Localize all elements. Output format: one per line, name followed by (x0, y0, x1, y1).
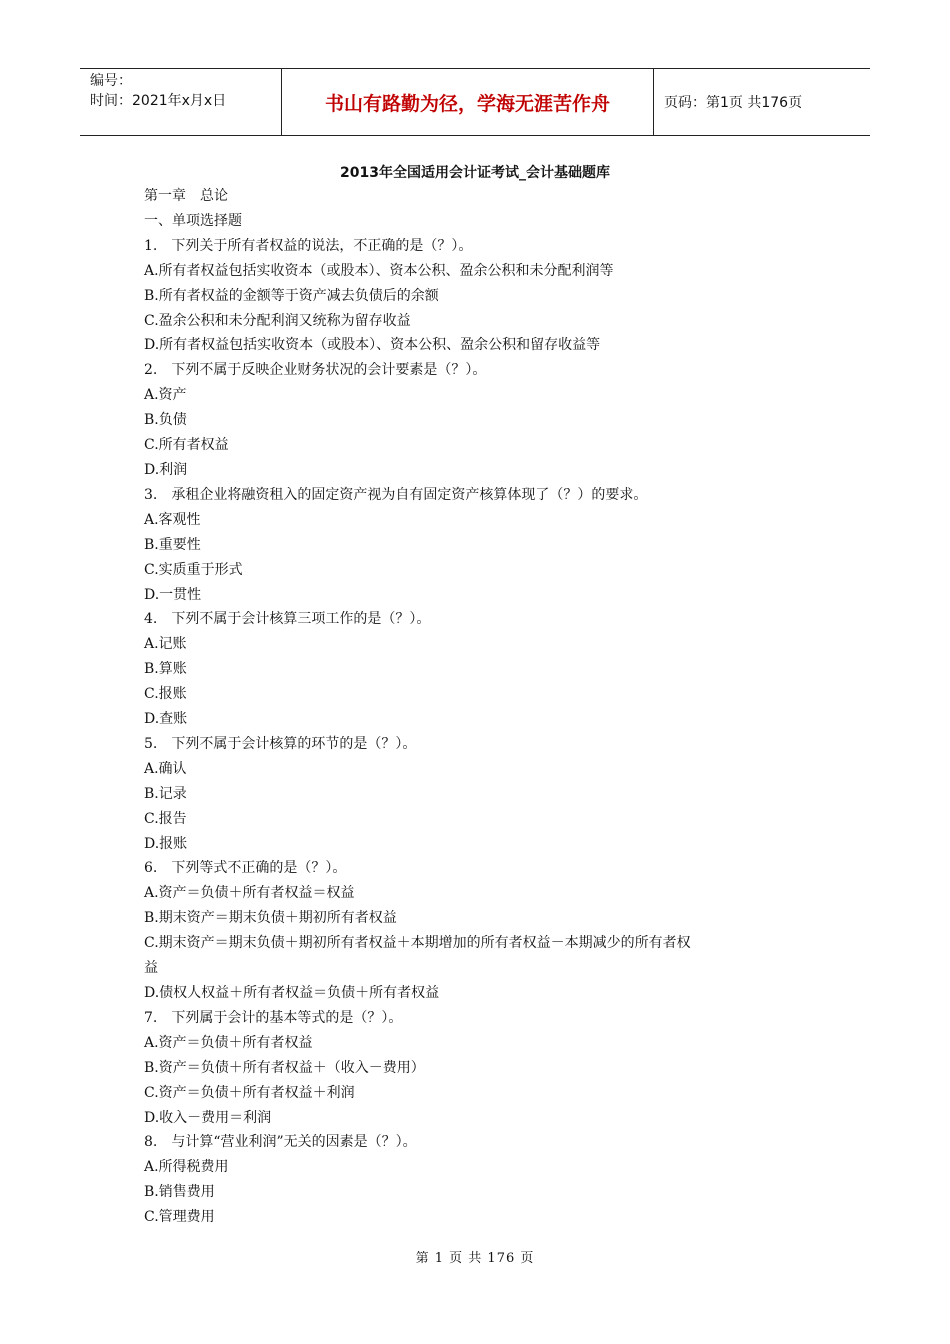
document-title: 2013年全国适用会计证考试_会计基础题库 (340, 165, 610, 181)
document-line: B.销售费用 (144, 1184, 215, 1201)
document-time-label: 时间：2021年x月x日 (90, 93, 227, 109)
header-page-info: 页码：第1页 共176页 (664, 95, 803, 111)
document-line: C.所有者权益 (144, 437, 229, 454)
document-line: C.管理费用 (144, 1209, 215, 1226)
document-line: D.所有者权益包括实收资本（或股本）、资本公积、盈余公积和留存收益等 (144, 337, 601, 354)
document-line: A.所有者权益包括实收资本（或股本）、资本公积、盈余公积和未分配利润等 (144, 262, 614, 279)
document-line: A.客观性 (144, 511, 201, 528)
document-line: 5. 下列不属于会计核算的环节的是（？）。 (144, 735, 417, 752)
document-line: 6. 下列等式不正确的是（？）。 (144, 860, 347, 877)
document-line: C.期末资产＝期末负债＋期初所有者权益＋本期增加的所有者权益－本期减少的所有者权 (144, 935, 691, 952)
document-body (144, 184, 824, 1230)
document-line: C.资产＝负债＋所有者权益＋利润 (144, 1084, 355, 1101)
document-line: B.重要性 (144, 536, 201, 553)
header-motto: 书山有路勤为径，学海无涯苦作舟 (324, 92, 610, 115)
document-line: C.盈余公积和未分配利润又统称为留存收益 (144, 312, 411, 329)
document-line: 7. 下列属于会计的基本等式的是（？）。 (144, 1009, 403, 1026)
document-line: A.确认 (144, 760, 187, 777)
document-line: D.收入－费用＝利润 (144, 1109, 272, 1126)
document-line: B.负债 (144, 412, 187, 429)
header-meta (80, 69, 281, 135)
document-line: A.资产 (144, 387, 187, 404)
document-line: A.资产＝负债＋所有者权益 (144, 1034, 313, 1051)
document-line: B.算账 (144, 661, 187, 678)
document-line: A.资产＝负债＋所有者权益＝权益 (144, 885, 355, 902)
document-line: 第一章 总论 (144, 188, 228, 204)
document-line: 2. 下列不属于反映企业财务状况的会计要素是（？）。 (144, 362, 487, 379)
document-line: A.所得税费用 (144, 1159, 229, 1176)
page-header (80, 68, 870, 136)
document-line: 3. 承租企业将融资租入的固定资产视为自有固定资产核算体现了（？）的要求。 (144, 486, 648, 503)
page-footer: 第 1 页 共 176 页 (415, 1251, 535, 1266)
document-line: 益 (144, 960, 158, 977)
document-line: C.实质重于形式 (144, 561, 243, 578)
document-line: D.报账 (144, 835, 188, 852)
document-line: C.报告 (144, 810, 187, 827)
document-line: 4. 下列不属于会计核算三项工作的是（？）。 (144, 611, 431, 628)
document-number-label: 编号： (90, 73, 132, 89)
document-line: D.债权人权益＋所有者权益＝负债＋所有者权益 (144, 985, 440, 1001)
document-line: 1. 下列关于所有者权益的说法，不正确的是（？）。 (144, 237, 473, 254)
document-line: 8. 与计算“营业利润”无关的因素是（？）。 (144, 1134, 417, 1151)
document-line: 一、单项选择题 (144, 212, 242, 229)
header-motto-cell (281, 69, 654, 135)
document-line: B.资产＝负债＋所有者权益＋（收入－费用） (144, 1059, 425, 1076)
document-line: D.查账 (144, 711, 188, 728)
document-line: B.所有者权益的金额等于资产减去负债后的余额 (144, 287, 439, 304)
document-line: C.报账 (144, 686, 187, 703)
document-line: A.记账 (144, 636, 187, 653)
document-line: B.期末资产＝期末负债＋期初所有者权益 (144, 910, 397, 927)
document-line: D.利润 (144, 461, 188, 478)
document-line: D.一贯性 (144, 586, 202, 603)
document-line: B.记录 (144, 785, 187, 802)
